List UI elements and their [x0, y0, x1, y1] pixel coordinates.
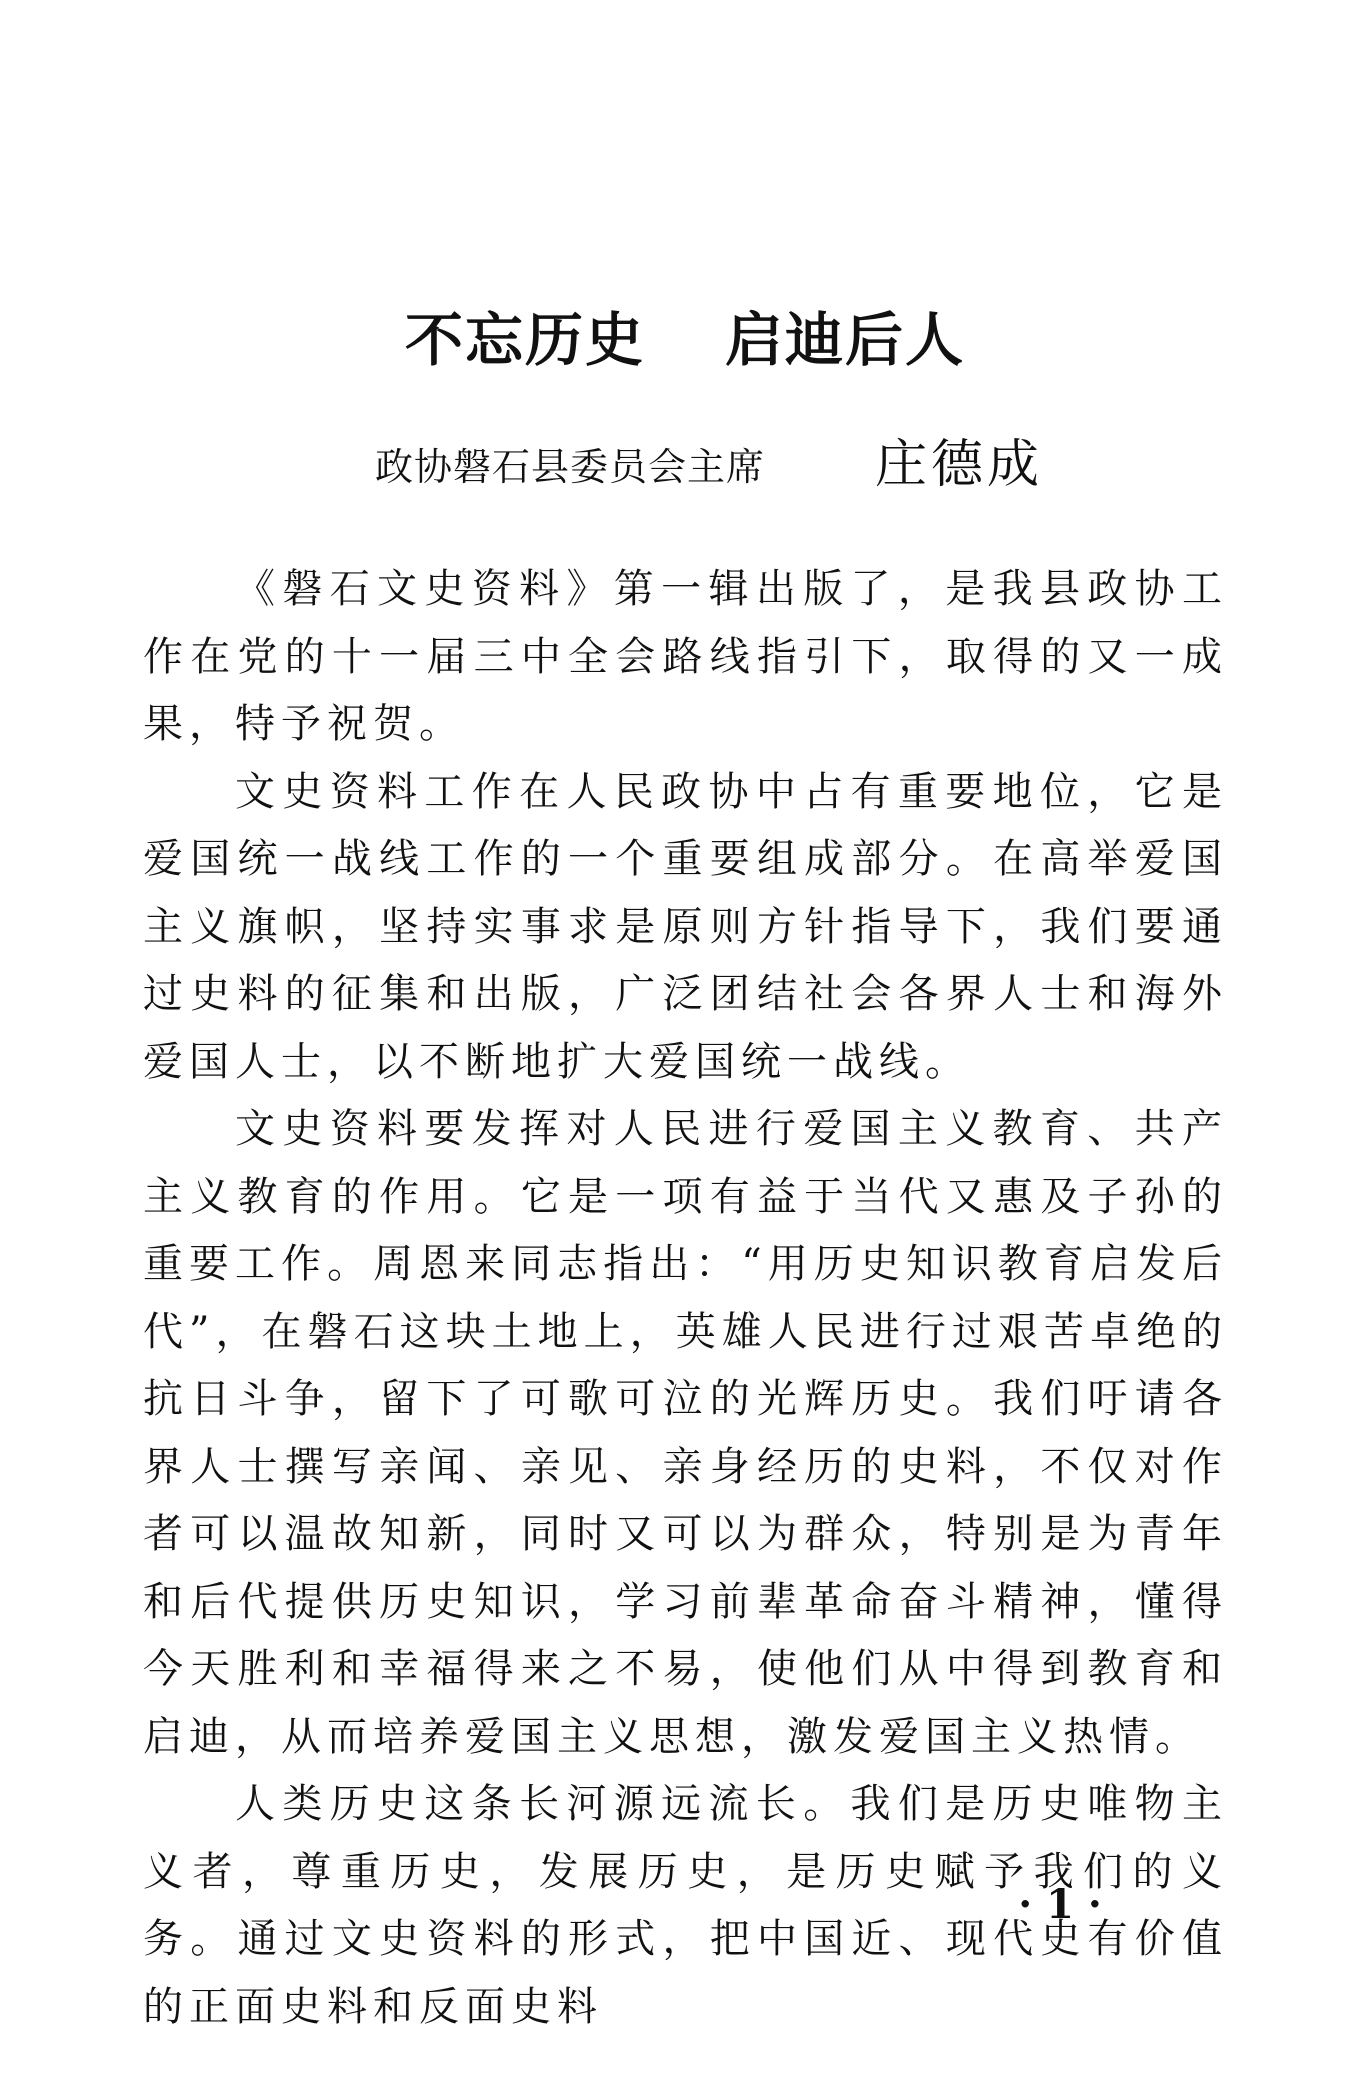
page-number: · 1 · — [1018, 1881, 1102, 1928]
paragraph-2: 文史资料工作在人民政协中占有重要地位，它是爱国统一战线工作的一个重要组成部分。在高举爱国主义旗帜，坚持实事求是原则方针指导下，我们要通过史料的征集和出版，广泛团结社会各界人士和海外爱国人士，以不断地扩大爱国统一战线。 — [143, 768, 1228, 1085]
paragraph-3: 文史资料要发挥对人民进行爱国主义教育、共产主义教育的作用。它是一项有益于当代又惠及子孙的重要工作。周恩来同志指出：“用历史知识教育启发后代”，在磐石这块土地上，英雄人民进行过艰苦卓绝的抗日斗争，留下了可歌可泣的光辉历史。我们吁请各界人士撰写亲闻、亲见、亲身经历的史料，不仅对作者可以温故知新，同时又可以为群众，特别是为青年和后代提供历史知识，学习前辈革命奋斗精神，懂得今天胜利和幸福得来之不易，使他们从中得到教育和启迪，从而培养爱国主义思想，激发爱国主义热情。 — [143, 1106, 1228, 1760]
author-role: 政协磐石县委员会主席 — [375, 445, 766, 489]
paragraph-1: 《磐石文史资料》第一辑出版了，是我县政协工作在党的十一届三中全会路线指引下，取得的又一成果，特予祝贺。 — [143, 566, 1228, 747]
paragraph-4: 人类历史这条长河源远流长。我们是历史唯物主义者，尊重历史，发展历史，是历史赋予我们的义务。通过文史资料的形式，把中国近、现代史有价值的正面史料和反面史料 — [143, 1781, 1228, 2030]
title-part-2: 启迪后人 — [725, 306, 966, 374]
author-byline — [0, 432, 1370, 502]
title-part-1: 不忘历史 — [404, 306, 645, 374]
author-name: 庄德成 — [875, 435, 1044, 495]
article-title — [0, 305, 1370, 375]
article-body — [143, 556, 1228, 2041]
